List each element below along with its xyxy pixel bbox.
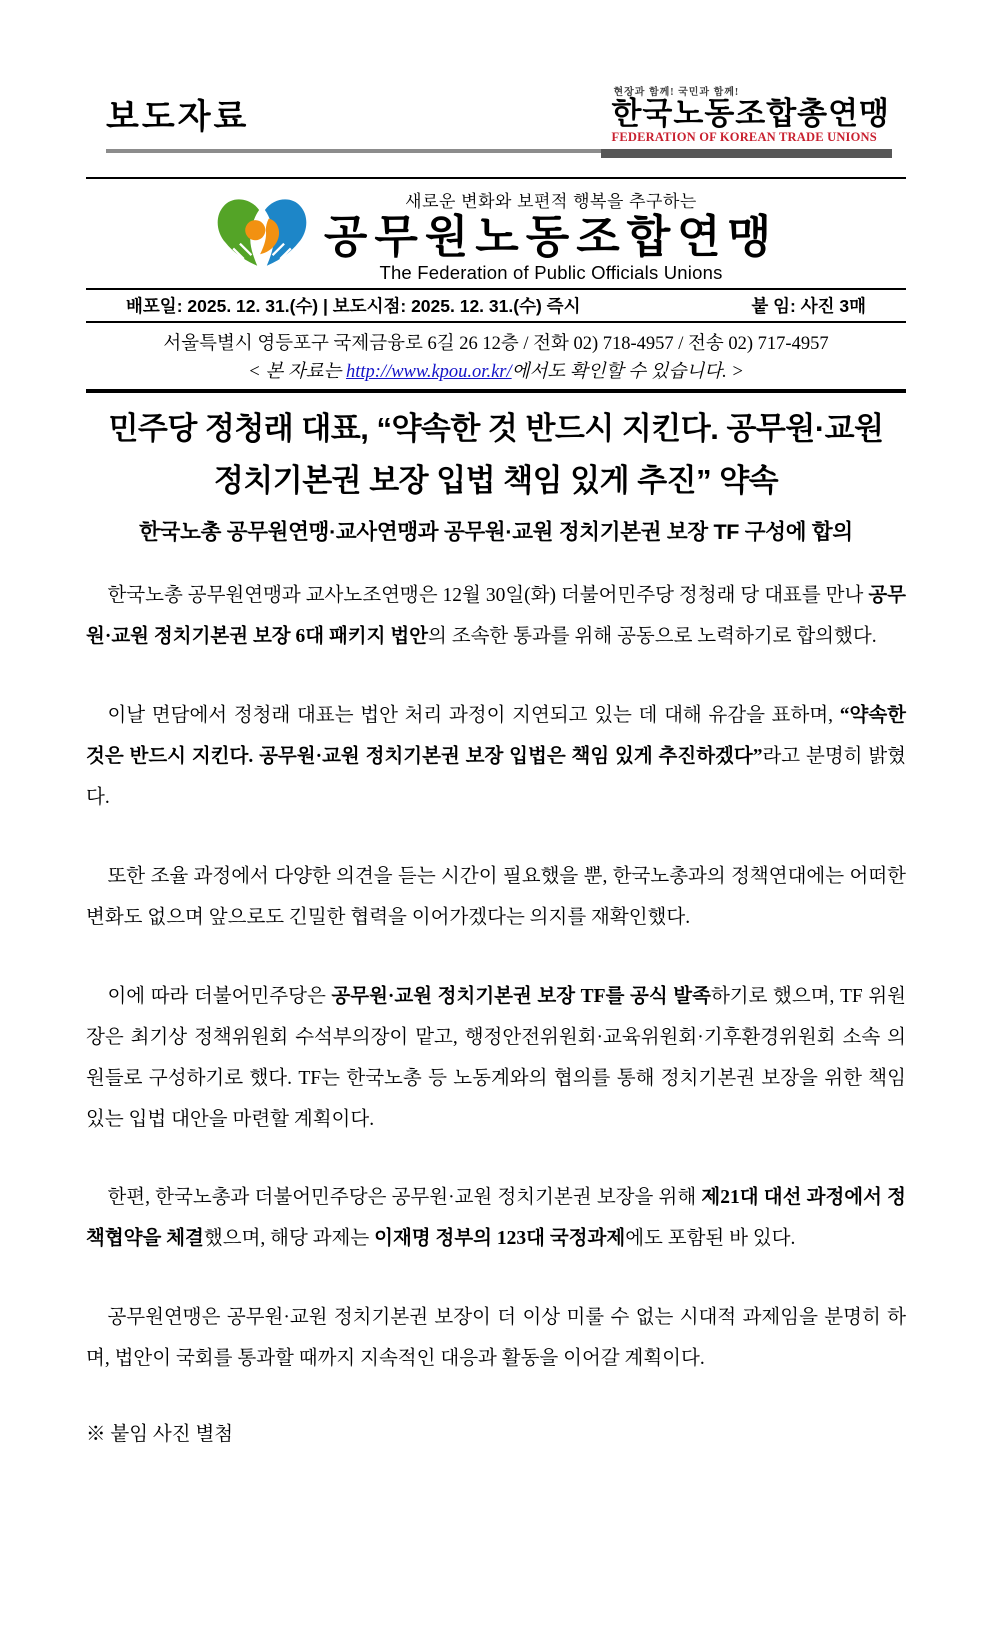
kpou-hands-heart-logo-icon <box>214 194 310 276</box>
body-paragraph: 공무원연맹은 공무원·교원 정치기본권 보장이 더 이상 미룰 수 없는 시대적 과제임을 분명히 하며, 법안이 국회를 통과할 때까지 지속적인 대응과 활동을 이어갈 계획이다. <box>86 1307 906 1370</box>
contact-address: 서울특별시 영등포구 국제금융로 6길 26 12층 / 전화 02) 718-4957 / 전송 02) 717-4957 <box>163 334 829 355</box>
release-meta <box>86 288 906 383</box>
source-url-link[interactable]: http://www.kpou.or.kr/ <box>345 362 512 383</box>
masthead-divider <box>106 149 892 153</box>
kpou-name-english: The Federation of Public Officials Unions <box>379 262 723 284</box>
body-paragraph: 이날 면담에서 정청래 대표는 법안 처리 과정이 지연되고 있는 데 대해 유감을 표하며, “약속한 것은 반드시 지킨다. 공무원·교원 정치기본권 보장 입법은 책임 있게 추진하겠다”라고 분명히 밝혔다. <box>86 705 907 808</box>
main-title-line1: 민주당 정청래 대표, “약속한 것 반드시 지킨다. 공무원·교원 <box>108 411 884 447</box>
fktu-name-english: FEDERATION OF KOREAN TRADE UNIONS <box>611 129 877 144</box>
press-release-label: 보도자료 <box>106 97 250 136</box>
fktu-slogan: 현장과 함께! 국민과 함께! <box>613 87 740 98</box>
body-paragraph: 이에 따라 더불어민주당은 공무원·교원 정치기본권 보장 TF를 공식 발족하기로 했으며, TF 위원장은 최기상 정책위원회 수석부의장이 맡고, 행정안전위원회·교육위원회·기후환경위원회 소속 의원들로 구성하기로 했다. TF는 한국노총 등 노동계와의 협의를 통해 정치기본권 보장을 위한 책임 있는 입법 대안을 마련할 계획이다. <box>86 985 906 1130</box>
fktu-logo-block <box>611 88 890 144</box>
source-note-prefix: < 본 자료는 <box>248 362 346 383</box>
organization-header <box>86 177 906 288</box>
kpou-name: 공무원노동조합연맹 <box>323 210 779 262</box>
title-divider <box>86 389 906 393</box>
body <box>86 576 906 1380</box>
main-title <box>86 403 906 507</box>
body-paragraph: 한국노총 공무원연맹과 교사노조연맹은 12월 30일(화) 더불어민주당 정청래 당 대표를 만나 공무원·교원 정치기본권 보장 6대 패키지 법안의 조속한 통과를 위해 공동으로 노력하기로 합의했다. <box>86 585 906 648</box>
fktu-name: 한국노동조합총연맹 <box>611 96 890 132</box>
subtitle: 한국노총 공무원연맹·교사연맹과 공무원·교원 정치기본권 보장 TF 구성에 합의 <box>139 520 853 545</box>
attachment-footer-note: ※ 붙임 사진 별첨 <box>86 1424 234 1446</box>
kpou-slogan: 새로운 변화와 보편적 행복을 추구하는 <box>405 191 697 211</box>
source-note-suffix: 에서도 확인할 수 있습니다. > <box>511 362 744 383</box>
body-paragraph: 또한 조율 과정에서 다양한 의견을 듣는 시간이 필요했을 뿐, 한국노총과의 정책연대에는 어떠한 변화도 없으며 앞으로도 긴밀한 협력을 이어가겠다는 의지를 재확인했다. <box>86 865 906 928</box>
attachment-info: 붙 임: 사진 3매 <box>751 296 866 317</box>
main-title-line2: 정치기본권 보장 입법 책임 있게 추진” 약속 <box>213 463 779 499</box>
body-paragraph: 한편, 한국노총과 더불어민주당은 공무원·교원 정치기본권 보장을 위해 제21대 대선 과정에서 정책협약을 체결했으며, 해당 과제는 이재명 정부의 123대 국정과제에도 포함된 바 있다. <box>86 1187 906 1250</box>
masthead-divider-dark-segment <box>601 149 892 158</box>
source-note <box>86 357 906 383</box>
release-info-row <box>86 288 906 323</box>
masthead <box>86 88 906 153</box>
release-date-info: 배포일: 2025. 12. 31.(수) | 보도시점: 2025. 12. 31.(수) 즉시 <box>126 296 581 317</box>
